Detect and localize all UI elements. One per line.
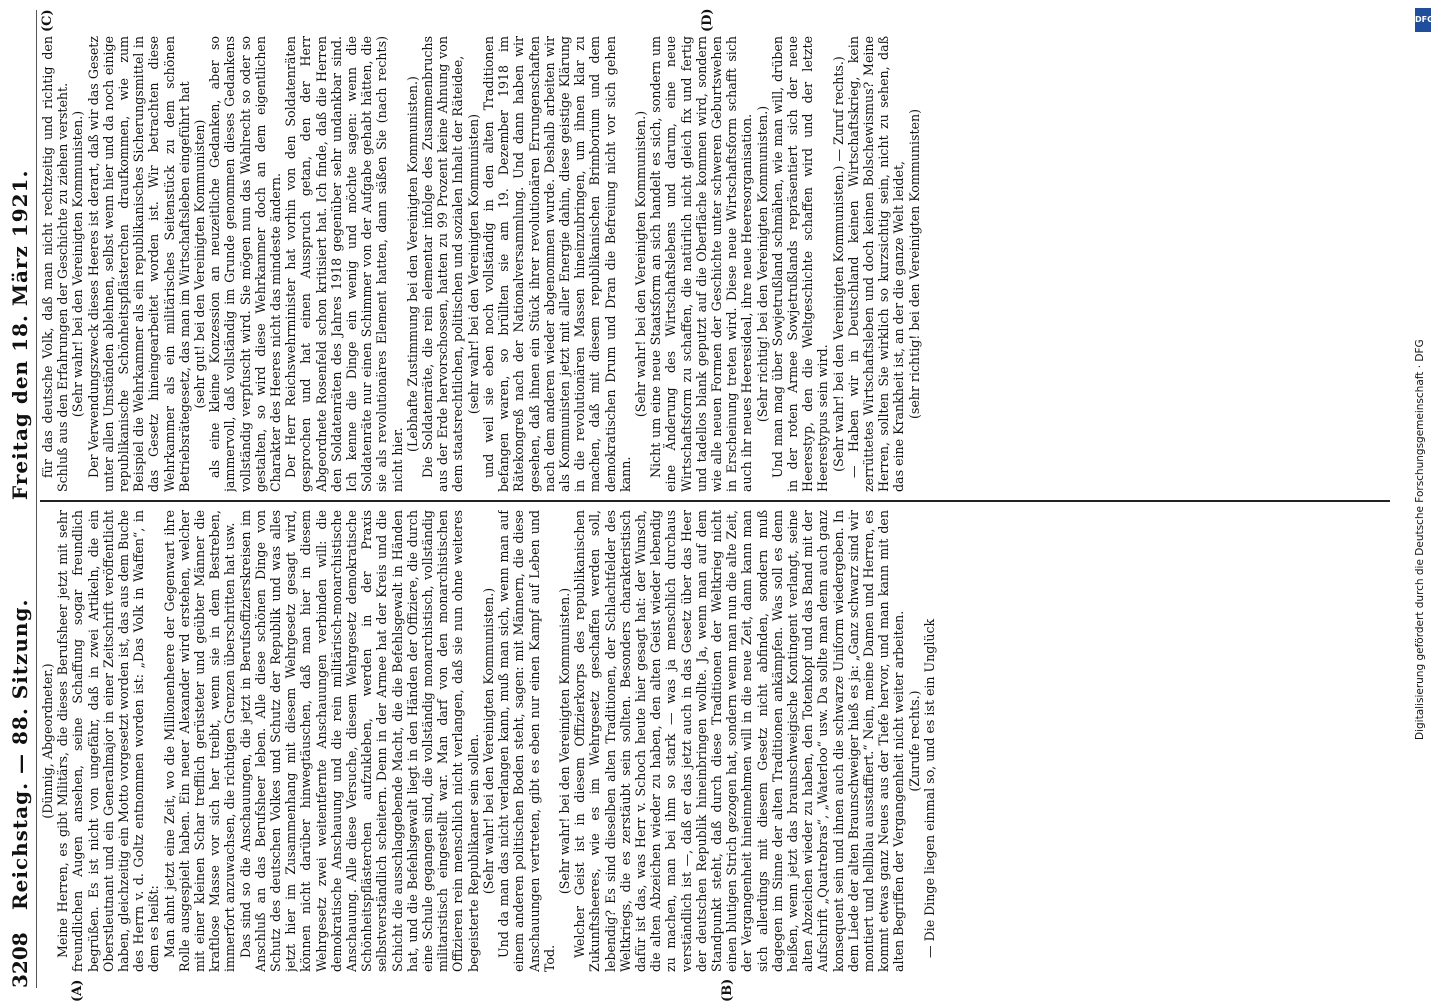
margin-marker-c: (C) xyxy=(40,9,55,32)
page-header xyxy=(8,0,32,1000)
left-column xyxy=(40,510,1388,972)
margin-marker-d: (D) xyxy=(700,8,715,32)
column-rule xyxy=(40,500,1390,502)
right-paragraph: (sehr gut! bei den Vereinigten Kommunisten) xyxy=(192,119,208,409)
margin-marker-b: (B) xyxy=(720,978,735,1002)
left-paragraph: (Sehr wahr! bei den Vereinigten Kommunisten.) xyxy=(556,587,572,895)
left-paragraph: (Zurufe rechts.) xyxy=(906,690,922,792)
credit-text: Digitalisierung gefördert durch die Deutsche Forschungsgemeinschaft · DFG xyxy=(1414,339,1426,740)
right-paragraph: Der Verwendungszweck dieses Heeres ist derart, daß wir das Gesetz unter allen Umständen ablehnen, selbst wenn hier und da noch einige republikanische Schönheitspflästerchen draufkommen, wie zum Beispiel die Wehrkammer als ein republikanisches Sicherungsmittel in das Gesetz hineingearbeitet worden ist. Wir betrachten diese Wehrkammer als ein militärisches Seitenstück zu dem schönen Betriebsrätegesetz, das man im Wirtschaftsleben eingeführt hat xyxy=(85,36,192,492)
left-paragraph: Man ahnt jetzt eine Zeit, wo die Millionenheere der Gegenwart ihre Rolle ausgespielt haben. Ein neuer Alexander wird erstehen, welcher mit einer kleinen Schar trefflich gerüsteter und geübter Männer die kraftlose Masse vor sich her treibt, wenn sie in dem Bestreben, immerfort anzuwachsen, die richtigen Grenzen überschritten hat usw. xyxy=(161,510,238,972)
right-paragraph: als eine kleine Konzession an neuzeitliche Gedanken, aber so jammervoll, daß vollständig im Grunde genommen dieses Gedankens vollständig verpfuscht wird. Sie mögen nun das Wahlrecht so oder so gestalten, so wird diese Wehrkammer doch an dem eigentlichen Charakter des Heeres nicht das mindeste ändern. xyxy=(207,36,284,492)
left-paragraph: (Dünnig, Abgeordneter.) xyxy=(40,663,55,819)
header-date: Freitag den 18. März 1921. xyxy=(8,169,32,500)
right-paragraph: Die Soldatenräte, die rein elementar infolge des Zusammenbruchs aus der Erde hervorschossen, hatten zu 99 Prozent keine Ahnung von dem staatsrechtlichen, politischen und sozialen Inhalt der Räteidee, xyxy=(420,36,466,492)
right-paragraph: (Sehr wahr! bei den Vereinigten Kommunisten.) xyxy=(70,110,86,418)
right-paragraph: Der Herr Reichswehrminister hat vorhin von den Soldatenräten gesprochen und hat einen Ausspruch getan, den der Herr Abgeordnete Rosenfeld schon kritisiert hat. Ich finde, daß die Herren den Soldatenräten des Jahres 1918 gegenüber sehr undankbar sind. Ich kenne die Dinge ein wenig und möchte sagen: wenn die Soldatenräte nur einen Schimmer von der Aufgabe gehabt hätten, die sie als revolutionäres Element hatten, dann säßen Sie (nach rechts) nicht hier. xyxy=(283,36,405,492)
right-column xyxy=(40,36,1388,492)
dfg-logo: DFG xyxy=(1415,8,1431,32)
left-paragraph: Das sind so die Anschauungen, die jetzt in Berufsoffizierskreisen im Anschluß an das Berufsheer leben. Alle diese schönen Dinge von Schutz des deutschen Volkes und Schutz der Republik und was alles jetzt hier im Zusammenhang mit diesem Wehrgesetz gesagt wird, können nicht darüber hinwegtäuschen, daß man hier in diesem Wehrgesetz zwei weitentfernte Anschauungen verbinden will: die demokratische Anschauung und die rein militärisch-monarchistische Anschauung. Alle diese Versuche, diesem Wehrgesetz demokratische Schönheitspflästerchen aufzukleben, werden in der Praxis selbstverständlich scheitern. Denn in der Armee hat der Kreis und die Schicht die ausschlaggebende Macht, die die Befehlsgewalt in Händen hat, und die Befehlsgewalt liegt in den Händen der Offiziere, die durch eine Schule gegangen sind, die vollständig monarchistisch, vollständig militaristisch eingestellt war. Man darf von den monarchistischen Offizieren rein menschlich nicht verlangen, daß sie nun ohne weiteres begeisterte Republikaner sein sollen. xyxy=(237,510,481,972)
header-session: Reichstag. — 88. Sitzung. xyxy=(8,598,32,910)
right-paragraph: (Sehr wahr! bei den Vereinigten Kommunisten.) xyxy=(632,110,648,418)
left-paragraph: Und da man das nicht verlangen kann, muß man sich, wenn man auf einem anderen politischen Boden steht, sagen: mit Männern, die diese Anschauungen vertreten, gibt es eben nur einen Kampf auf Leben und Tod. xyxy=(496,510,557,972)
page-number: 3208 xyxy=(8,932,32,988)
left-paragraph: Welcher Geist ist in diesem Offizierkorps des republikanischen Zukunftsheeres, wie es im Wehrgesetz geschaffen werden soll, lebendig? Es sind dieselben alten Traditionen, der Schlachtfelder des Weltkriegs, die es zerstäubt sein sollten. Besonders charakteristisch dafür ist das, was Herr v. Schoch heute hier gesagt hat: der Wunsch, die alten Abzeichen wieder zu haben, den alten Geist wieder lebendig zu machen, man bei ihm so stark — was ja menschlich durchaus verständlich ist —, daß er das jetzt auch in das Gesetz über das Heer der deutschen Republik hineinbringen wollte. Ja, wenn man auf dem Standpunkt steht, daß durch diese Traditionen der Weltkrieg nicht einen blutigen Strich gezogen hat, sondern wenn man nun die alte Zeit, der Vergangenheit hineinnehmen will in die neue Zeit, dann kann man sich allerdings mit diesem Gesetz nicht abfinden, sondern muß dagegen im Sinne der alten Traditionen ankämpfen. Was soll es denn heißen, wenn jetzt das braunschweigische Kontingent verlangt, seine alten Abzeichen wieder zu haben, den Totenkopf und das Band mit der Aufschrift „Quatrebras“, „Waterloo“ usw. Da sollte man denn auch ganz konsequent sein und ihnen auch die schwarze Uniform wiedergeben. In dem Liede der alten Braunschweiger hieß es ja: „Ganz schwarz sind wir montiert und hellblau ausstaffiert.“ Nein, meine Damen und Herren, es kommt etwas ganz Neues aus der Tiefe hervor, und man kann mit den alten Begriffen der Vergangenheit nicht weiter arbeiten. xyxy=(572,510,907,972)
right-paragraph: für das deutsche Volk, daß man nicht rechtzeitig und richtig den Schluß aus den Erfahrungen der Geschichte zu ziehen versteht. xyxy=(40,36,71,492)
left-paragraph: — Die Dinge liegen einmal so, und es ist ein Unglück xyxy=(921,618,937,958)
right-paragraph: (Sehr richtig! bei den Vereinigten Kommunisten.) xyxy=(754,105,770,423)
digitization-credit xyxy=(1410,10,1432,990)
header-rule xyxy=(36,10,37,988)
right-paragraph: (Sehr wahr! bei den Vereinigten Kommunisten.) — Zuruf rechts.) xyxy=(830,56,846,472)
right-paragraph: (Lebhafte Zustimmung bei den Vereinigten Kommunisten.) xyxy=(404,76,420,452)
left-paragraph: Meine Herren, es gibt Militärs, die dieses Berufsheer jetzt mit sehr freundlichen Augen ansehen, seine Schaffung sogar freundlich begrüßen. Es ist nicht von ungefähr, daß in zwei Artikeln, die ein Oberstleutnant und ein Generalmajor in einer Zeitschrift veröffentlicht haben, gleichzeitig ein Motto vorgesetzt worden ist, das aus dem Buche des Herrn v. d. Goltz entnommen worden ist: „Das Volk in Waffen“, in dem es heißt: xyxy=(55,510,162,972)
right-paragraph: Nicht um eine neue Staatsform an sich handelt es sich, sondern um eine Änderung des Wirtschaftslebens und darum, eine neue Wirtschaftsform zu schaffen, die natürlich nicht gleich fix und fertig und tadellos blank geputzt auf die Oberfläche kommen wird, sondern wie alle neuen Formen der Geschichte unter schweren Geburtswehen in Erscheinung treten wird. Diese neue Wirtschaftsform schafft sich auch ihr neues Heeresideal, ihre neue Heeresorganisation. xyxy=(648,36,755,492)
right-paragraph: — Haben wir in Deutschland keinen Wirtschaftskrieg, kein zerrüttetes Wirtschaftsleben und doch keinen Bolschewismus? Meine Herren, sollten Sie wirklich so kurzsichtig sein, nicht zu sehen, daß das eine Krankheit ist, an der die ganze Welt leidet, xyxy=(845,36,907,492)
left-paragraph: (Sehr wahr! bei den Vereinigten Kommunisten.) xyxy=(480,587,496,895)
right-paragraph: und weil sie eben noch vollständig in den alten Traditionen befangen waren, so brüllten sie am 19. Dezember 1918 im Rätekongreß nach der Nationalversammlung. Und dann haben wir gesehen, daß ihnen ein Stück ihrer revolutionären Errungenschaften nach dem anderen wieder abgenommen wurde. Deshalb arbeiten wir als Kommunisten jetzt mit aller Energie dahin, diese geistige Klärung in die revolutionären Massen hineinzubringen, um ihnen klar zu machen, daß mit diesem republikanischen Brimborium und dem demokratischen Drum und Dran die Befreiung nicht vor sich gehen kann. xyxy=(480,36,633,492)
right-paragraph: (sehr richtig! bei den Vereinigten Kommunisten) xyxy=(906,108,922,420)
right-paragraph: Und man mag über Sowjetrußland schmähen, wie man will, drüben in der roten Armee Sowjetrußlands repräsentiert sich der neue Heerestyp, den die Weltgeschichte schaffen wird und der letzte Heerestypus sein wird. xyxy=(769,36,831,492)
right-paragraph: (sehr wahr! bei den Vereinigten Kommunisten) xyxy=(465,113,481,415)
margin-marker-a: (A) xyxy=(70,979,85,1002)
